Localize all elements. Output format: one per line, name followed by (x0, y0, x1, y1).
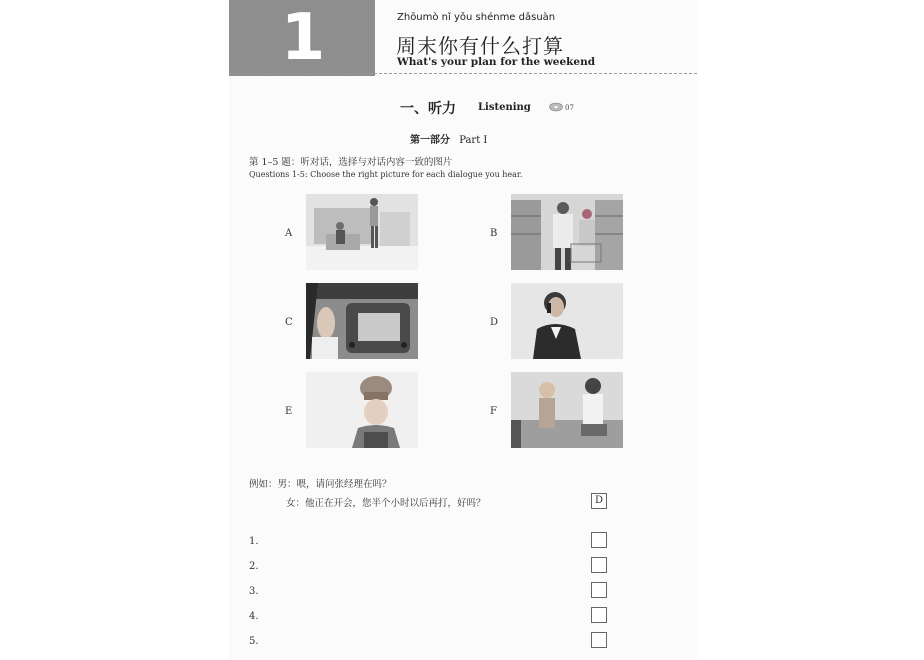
instructions-english: Questions 1-5: Choose the right picture for each dialogue you hear. (249, 170, 523, 179)
question-4-number: 4. (249, 611, 259, 622)
option-label-b: B (490, 228, 498, 239)
example-line-male: 例如：男：喂，请问张经理在吗？ (249, 479, 392, 490)
photo-e-child-chef (306, 372, 418, 448)
option-label-a: A (285, 228, 293, 239)
part-heading-chinese: 第一部分 (410, 135, 450, 146)
photo-b-supermarket (511, 194, 623, 270)
header-divider (229, 73, 697, 74)
section-title-english: Listening (478, 102, 531, 113)
part-heading (410, 131, 487, 146)
audio-track-number: 07 (565, 104, 574, 112)
lesson-title-english: What's your plan for the weekend (397, 56, 596, 68)
workbook-page (229, 0, 697, 660)
audio-cd-icon[interactable] (549, 102, 563, 112)
photo-c-car-dashboard (306, 283, 418, 359)
lesson-number-block: 1 (229, 0, 375, 76)
option-label-f: F (490, 406, 497, 417)
question-3-number: 3. (249, 586, 259, 597)
question-2-number: 2. (249, 561, 259, 572)
question-1-number: 1. (249, 536, 259, 547)
example-answer-box: D (591, 493, 607, 509)
question-2-answer-box[interactable] (591, 557, 607, 573)
option-label-e: E (285, 406, 293, 417)
part-heading-english: Part Ⅰ (459, 135, 488, 146)
example-line-female: 女：他正在开会，您半个小时以后再打，好吗？ (286, 498, 486, 509)
question-3-answer-box[interactable] (591, 582, 607, 598)
question-4-answer-box[interactable] (591, 607, 607, 623)
question-5-number: 5. (249, 636, 259, 647)
option-label-d: D (490, 317, 499, 328)
photo-a-living-room (306, 194, 418, 270)
option-label-c: C (285, 317, 293, 328)
section-title-chinese: 一、听力 (400, 101, 456, 117)
photo-f-couple-talking (511, 372, 623, 448)
instructions-chinese: 第 1–5 题：听对话，选择与对话内容一致的图片 (249, 157, 453, 168)
question-1-answer-box[interactable] (591, 532, 607, 548)
photo-d-woman-phone (511, 283, 623, 359)
lesson-title-pinyin: Zhōumò nǐ yǒu shénme dǎsuàn (397, 12, 556, 23)
question-5-answer-box[interactable] (591, 632, 607, 648)
lesson-title-chinese: 周末你有什么打算 (396, 34, 564, 58)
